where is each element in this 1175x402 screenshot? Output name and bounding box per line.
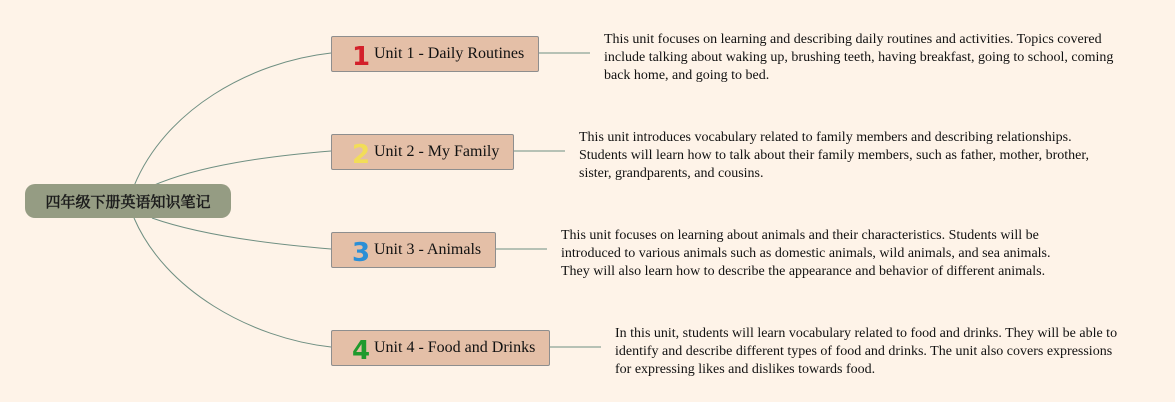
unit-4-node[interactable] <box>331 330 550 366</box>
priority-3-icon: 3 <box>351 238 371 268</box>
unit-1-node[interactable] <box>331 36 539 72</box>
priority-4-icon: 4 <box>351 336 371 366</box>
unit-3-title: Unit 3 - Animals <box>374 241 482 258</box>
unit-1-description: This unit focuses on learning and describing daily routines and activities. Topics covered include talking about waking up, brushing teeth, having breakfast, going to school, coming back home, and going to bed. <box>604 32 1114 83</box>
unit-4-title: Unit 4 - Food and Drinks <box>374 339 536 356</box>
unit-2-description: This unit introduces vocabulary related to family members and describing relationships. Students will learn how to talk about their family members, such as father, mother, brother, sister, grandparents, and cousins. <box>579 130 1089 181</box>
priority-2-icon: 2 <box>351 140 371 170</box>
unit-2-node[interactable] <box>331 134 514 170</box>
unit-4-description: In this unit, students will learn vocabulary related to food and drinks. They will be able to identify and describe different types of food and drinks. The unit also covers expressions for expressing likes and dislikes towards food. <box>615 326 1118 377</box>
root-topic[interactable] <box>25 184 231 218</box>
root-title: 四年级下册英语知识笔记 <box>45 192 211 211</box>
unit-3-description: This unit focuses on learning about animals and their characteristics. Students will be introduced to various animals such as domestic animals, wild animals, and sea animals. They will also learn how to describe the appearance and behavior of different animals. <box>561 228 1051 279</box>
unit-2-title: Unit 2 - My Family <box>374 143 500 160</box>
unit-1-title: Unit 1 - Daily Routines <box>374 45 525 62</box>
unit-3-node[interactable] <box>331 232 496 268</box>
priority-1-icon: 1 <box>351 42 371 72</box>
branch-unit-1 <box>134 53 331 186</box>
branch-unit-2 <box>152 151 331 186</box>
branch-unit-3 <box>152 218 331 249</box>
